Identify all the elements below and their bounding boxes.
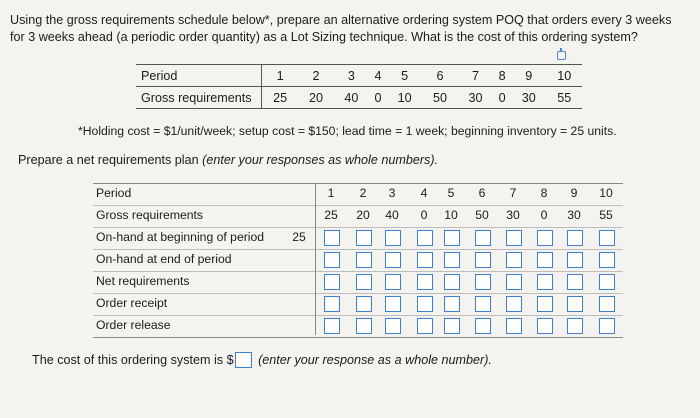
plan-row-divider bbox=[93, 205, 623, 206]
order-receipt-input-7[interactable] bbox=[506, 296, 522, 312]
schedule-gross-10: 55 bbox=[546, 87, 582, 109]
plan-row-divider bbox=[93, 249, 623, 250]
plan-gross-4: 0 bbox=[420, 208, 428, 222]
plan-row-label: Period bbox=[96, 186, 132, 200]
plan-gross-7: 30 bbox=[506, 208, 520, 222]
plan-gross-5: 10 bbox=[444, 208, 458, 222]
cost-question bbox=[32, 352, 492, 368]
net-req-input-8[interactable] bbox=[537, 274, 553, 290]
plan-period-3: 3 bbox=[388, 186, 396, 200]
schedule-gross-row bbox=[136, 87, 582, 109]
plan-row-divider bbox=[93, 337, 623, 338]
plan-gross-3: 40 bbox=[385, 208, 399, 222]
plan-gross-6: 50 bbox=[475, 208, 489, 222]
order-receipt-input-2[interactable] bbox=[356, 296, 372, 312]
schedule-gross-9: 30 bbox=[511, 87, 546, 109]
plan-gross-1: 25 bbox=[324, 208, 338, 222]
plan-gross-10: 55 bbox=[599, 208, 613, 222]
cost-prefix: The cost of this ordering system is $ bbox=[32, 353, 234, 367]
order-release-input-2[interactable] bbox=[356, 318, 372, 334]
order-release-input-3[interactable] bbox=[385, 318, 401, 334]
question-text bbox=[10, 12, 700, 46]
net-req-input-7[interactable] bbox=[506, 274, 522, 290]
net-req-input-6[interactable] bbox=[475, 274, 491, 290]
net-req-input-5[interactable] bbox=[444, 274, 460, 290]
order-release-input-4[interactable] bbox=[417, 318, 433, 334]
order-receipt-input-10[interactable] bbox=[599, 296, 615, 312]
plan-row-divider bbox=[93, 293, 623, 294]
schedule-period-row bbox=[136, 65, 582, 87]
order-release-input-5[interactable] bbox=[444, 318, 460, 334]
net-req-input-9[interactable] bbox=[567, 274, 583, 290]
on-hand-end-input-1[interactable] bbox=[324, 252, 340, 268]
holding-cost-note: *Holding cost = $1/unit/week; setup cost = $150; lead time = 1 week; beginning inventory = 25 units. bbox=[78, 124, 617, 138]
schedule-period-4: 4 bbox=[369, 65, 387, 87]
order-receipt-input-5[interactable] bbox=[444, 296, 460, 312]
question-line-1: Using the gross requirements schedule below*, prepare an alternative ordering system POQ that orders every 3 weeks bbox=[10, 13, 672, 27]
schedule-gross-label: Gross requirements bbox=[136, 87, 262, 109]
schedule-gross-7: 30 bbox=[458, 87, 493, 109]
plan-prompt-emphasis: (enter your responses as whole numbers). bbox=[202, 153, 439, 167]
plan-period-9: 9 bbox=[570, 186, 578, 200]
plan-period-6: 6 bbox=[478, 186, 486, 200]
plan-label-divider bbox=[315, 183, 316, 335]
order-release-input-8[interactable] bbox=[537, 318, 553, 334]
schedule-gross-2: 20 bbox=[298, 87, 333, 109]
plan-row-label: Order receipt bbox=[96, 296, 168, 310]
plan-row-label: On-hand at end of period bbox=[96, 252, 232, 266]
schedule-period-1: 1 bbox=[262, 65, 299, 87]
on-hand-end-input-8[interactable] bbox=[537, 252, 553, 268]
order-release-input-1[interactable] bbox=[324, 318, 340, 334]
net-req-input-4[interactable] bbox=[417, 274, 433, 290]
schedule-period-5: 5 bbox=[387, 65, 422, 87]
on-hand-end-input-4[interactable] bbox=[417, 252, 433, 268]
schedule-period-10: 10 bbox=[546, 65, 582, 87]
plan-period-10: 10 bbox=[599, 186, 613, 200]
on-hand-begin-input-10[interactable] bbox=[599, 230, 615, 246]
gross-requirements-schedule bbox=[136, 64, 582, 109]
on-hand-begin-input-6[interactable] bbox=[475, 230, 491, 246]
plan-period-1: 1 bbox=[327, 186, 335, 200]
on-hand-begin-input-5[interactable] bbox=[444, 230, 460, 246]
schedule-gross-6: 50 bbox=[422, 87, 457, 109]
schedule-gross-8: 0 bbox=[493, 87, 511, 109]
on-hand-end-input-5[interactable] bbox=[444, 252, 460, 268]
plan-row-divider bbox=[93, 183, 623, 184]
schedule-period-3: 3 bbox=[334, 65, 369, 87]
on-hand-begin-input-3[interactable] bbox=[385, 230, 401, 246]
schedule-period-7: 7 bbox=[458, 65, 493, 87]
plan-gross-2: 20 bbox=[356, 208, 370, 222]
plan-period-8: 8 bbox=[540, 186, 548, 200]
order-receipt-input-1[interactable] bbox=[324, 296, 340, 312]
net-req-input-2[interactable] bbox=[356, 274, 372, 290]
plan-row-label: Order release bbox=[96, 318, 171, 332]
plan-period-7: 7 bbox=[509, 186, 517, 200]
schedule-period-2: 2 bbox=[298, 65, 333, 87]
schedule-period-8: 8 bbox=[493, 65, 511, 87]
schedule-gross-3: 40 bbox=[334, 87, 369, 109]
plan-gross-9: 30 bbox=[567, 208, 581, 222]
plan-row-label: Gross requirements bbox=[96, 208, 204, 222]
plan-row-divider bbox=[93, 271, 623, 272]
schedule-gross-5: 10 bbox=[387, 87, 422, 109]
plan-row-label: On-hand at beginning of period bbox=[96, 230, 265, 244]
plan-period-2: 2 bbox=[359, 186, 367, 200]
on-hand-end-input-10[interactable] bbox=[599, 252, 615, 268]
order-receipt-input-9[interactable] bbox=[567, 296, 583, 312]
order-receipt-input-8[interactable] bbox=[537, 296, 553, 312]
on-hand-begin-input-7[interactable] bbox=[506, 230, 522, 246]
plan-row-label: Net requirements bbox=[96, 274, 190, 288]
cost-suffix: (enter your response as a whole number). bbox=[258, 353, 492, 367]
initial-on-hand-value: 25 bbox=[292, 230, 306, 244]
plan-prompt bbox=[18, 153, 438, 167]
order-release-input-6[interactable] bbox=[475, 318, 491, 334]
plan-row-divider bbox=[93, 315, 623, 316]
on-hand-end-input-2[interactable] bbox=[356, 252, 372, 268]
net-req-input-3[interactable] bbox=[385, 274, 401, 290]
plan-prompt-text: Prepare a net requirements plan bbox=[18, 153, 203, 167]
on-hand-begin-input-4[interactable] bbox=[417, 230, 433, 246]
clipboard-icon[interactable] bbox=[557, 51, 566, 60]
net-req-input-10[interactable] bbox=[599, 274, 615, 290]
schedule-gross-1: 25 bbox=[262, 87, 299, 109]
net-requirements-plan bbox=[93, 183, 623, 336]
on-hand-begin-input-9[interactable] bbox=[567, 230, 583, 246]
cost-input[interactable] bbox=[235, 352, 252, 368]
order-receipt-input-3[interactable] bbox=[385, 296, 401, 312]
order-receipt-input-6[interactable] bbox=[475, 296, 491, 312]
order-release-input-7[interactable] bbox=[506, 318, 522, 334]
order-release-input-9[interactable] bbox=[567, 318, 583, 334]
on-hand-begin-input-1[interactable] bbox=[324, 230, 340, 246]
question-line-2: for 3 weeks ahead (a periodic order quantity) as a Lot Sizing technique. What is the cost of this ordering system? bbox=[10, 30, 638, 44]
order-receipt-input-4[interactable] bbox=[417, 296, 433, 312]
on-hand-end-input-9[interactable] bbox=[567, 252, 583, 268]
schedule-gross-4: 0 bbox=[369, 87, 387, 109]
schedule-period-label: Period bbox=[136, 65, 262, 87]
order-release-input-10[interactable] bbox=[599, 318, 615, 334]
on-hand-begin-input-8[interactable] bbox=[537, 230, 553, 246]
on-hand-end-input-6[interactable] bbox=[475, 252, 491, 268]
schedule-period-6: 6 bbox=[422, 65, 457, 87]
net-req-input-1[interactable] bbox=[324, 274, 340, 290]
plan-gross-8: 0 bbox=[540, 208, 548, 222]
plan-period-5: 5 bbox=[447, 186, 455, 200]
schedule-period-9: 9 bbox=[511, 65, 546, 87]
on-hand-end-input-7[interactable] bbox=[506, 252, 522, 268]
on-hand-end-input-3[interactable] bbox=[385, 252, 401, 268]
plan-period-4: 4 bbox=[420, 186, 428, 200]
on-hand-begin-input-2[interactable] bbox=[356, 230, 372, 246]
plan-row-divider bbox=[93, 227, 623, 228]
